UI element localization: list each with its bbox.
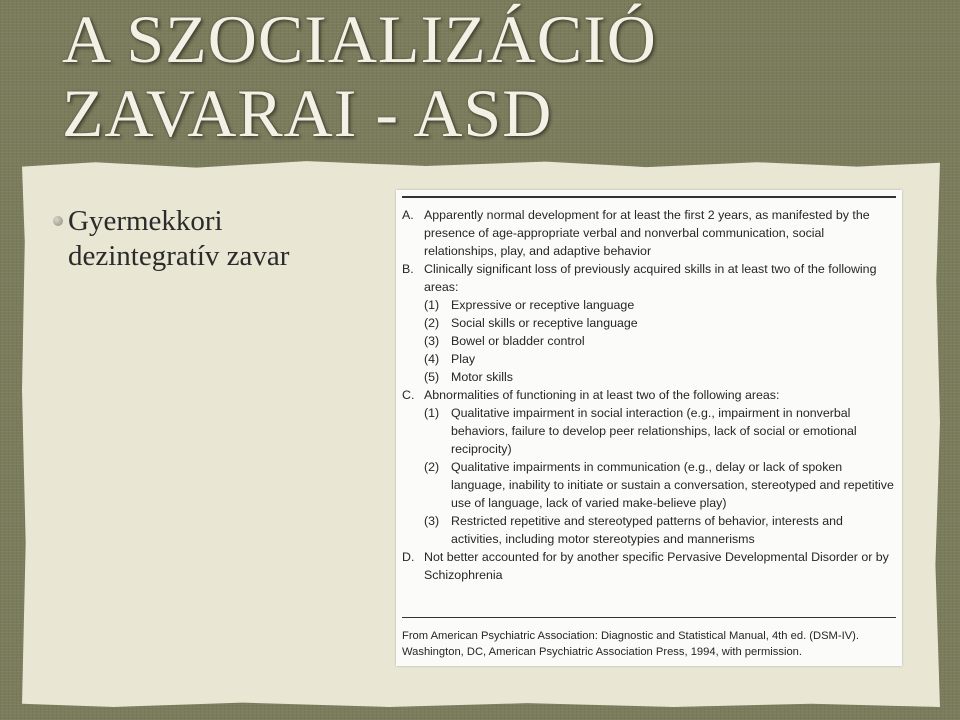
sub-item-number: (2) <box>424 316 440 330</box>
sub-item-text: Social skills or receptive language <box>451 316 638 330</box>
criterion-b <box>402 260 894 386</box>
sub-item <box>424 296 894 314</box>
criterion-text: Not better accounted for by another specific Pervasive Developmental Disorder or by Schizophrenia <box>424 550 889 582</box>
title-line-2: ZAVARAI - ASD <box>62 75 553 151</box>
sub-item <box>424 314 894 332</box>
sub-item-number: (1) <box>424 406 440 420</box>
criterion-text: Clinically significant loss of previously acquired skills in at least two of the following areas: <box>424 262 877 294</box>
dsm-criteria-image <box>396 190 902 666</box>
sub-item-number: (3) <box>424 514 440 528</box>
sub-item-text: Motor skills <box>451 370 513 384</box>
sub-item <box>424 332 894 350</box>
sub-item-number: (3) <box>424 334 440 348</box>
criterion-letter: A. <box>402 208 414 222</box>
criterion-d <box>402 548 894 584</box>
bullet-dot-icon <box>53 216 63 226</box>
sub-item <box>424 404 894 458</box>
source-note: From American Psychiatric Association: Diagnostic and Statistical Manual, 4th ed. (DSM-IV). Washington, DC, American Psychiatric Association Press, 1994, with permission. <box>402 630 859 658</box>
sub-item-number: (5) <box>424 370 440 384</box>
sub-item-number: (2) <box>424 460 440 474</box>
criterion-text: Apparently normal development for at least the first 2 years, as manifested by the presence of age-appropriate verbal and nonverbal communication, social relationships, play, and adaptive behavior <box>424 208 870 258</box>
bullet-item <box>68 204 328 274</box>
sub-item-number: (4) <box>424 352 440 366</box>
sub-item <box>424 512 894 548</box>
sub-item <box>424 350 894 368</box>
sub-item <box>424 458 894 512</box>
slide-title <box>62 2 657 150</box>
criteria-list <box>402 206 894 584</box>
criterion-c <box>402 386 894 548</box>
sub-item-number: (1) <box>424 298 440 312</box>
criterion-letter: C. <box>402 388 415 402</box>
sub-item-text: Play <box>451 352 476 366</box>
sub-item-text: Expressive or receptive language <box>451 298 635 312</box>
divider <box>402 617 896 618</box>
criterion-text: Abnormalities of functioning in at least two of the following areas: <box>424 388 780 402</box>
sub-item-text: Qualitative impairment in social interaction (e.g., impairment in nonverbal behaviors, failure to develop peer relationships, lack of social or emotional reciprocity) <box>451 406 857 456</box>
bullet-text: Gyermekkori dezintegratív zavar <box>68 205 290 272</box>
criterion-letter: B. <box>402 262 414 276</box>
sub-item-text: Qualitative impairments in communication (e.g., delay or lack of spoken language, inability to initiate or sustain a conversation, stereotyped and repetitive use of language, lack of varied make-believe play) <box>451 460 894 510</box>
top-rule <box>402 196 896 198</box>
title-line-1: A SZOCIALIZÁCIÓ <box>62 1 657 77</box>
sub-item-text: Bowel or bladder control <box>451 334 585 348</box>
sub-item <box>424 368 894 386</box>
criterion-letter: D. <box>402 550 415 564</box>
sub-item-text: Restricted repetitive and stereotyped patterns of behavior, interests and activities, including motor stereotypies and mannerisms <box>451 514 843 546</box>
criterion-a <box>402 206 894 260</box>
